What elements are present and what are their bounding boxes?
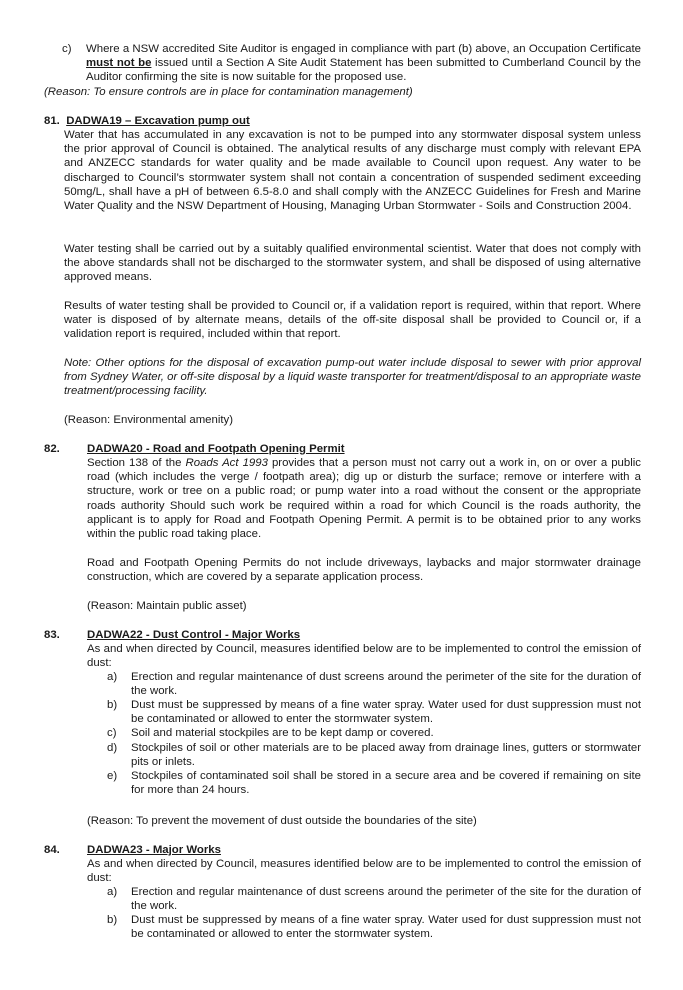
list-item: [107, 769, 641, 797]
section-84-heading: [44, 843, 641, 857]
section-82-title: DADWA20 - Road and Footpath Opening Permit: [87, 443, 345, 455]
section-82-text-post: provides that a person must not carry out a work in, on or over a public road (which includes the verge / footpath area); dig up or disturb the surface; remove or interfere with a structure, work or tree on a public road; or pump water into a road without the consent or the appropriate roads authority Should such work be required within a road for which Council is the roads authority, the applicant is to apply for Road and Footpath Opening Permit. A permit is to be obtained prior to any works within the public road taking place.: [87, 457, 641, 541]
section-81-body: [64, 128, 641, 213]
section-81-paragraph: Water that has accumulated in any excavation is not to be pumped into any stormwater disposal system unless the prior approval of Council is obtained. The analytical results of any discharge must comply with relevant EPA and ANZECC standards for water quality and be made available to Council upon request. Any water to be discharged to Council’s stormwater system shall not contain a concentration of suspended sediment exceeding 50mg/L, shall have a pH of between 6.5-8.0 and shall comply with the ANZECC Guidelines for Fresh and Marine Water Quality and the NSW Department of Housing, Managing Urban Stormwater - Soils and Construction 2004.: [64, 129, 641, 213]
section-83-reason: (Reason: To prevent the movement of dust outside the boundaries of the site): [87, 815, 477, 827]
section-81-paragraph: Water testing shall be carried out by a suitably qualified environmental scientist. Water that does not comply with the above standards shall not be discharged to the stormwater system, and shall be disposed of using alternative approved means.: [64, 243, 641, 284]
list-item: [107, 741, 641, 769]
section-83-heading: [44, 628, 641, 642]
list-label: c): [62, 43, 72, 55]
item-c-emphasis: must not be: [86, 57, 152, 70]
intro-reason-text: (Reason: To ensure controls are in place for contamination management): [44, 86, 413, 98]
item-c-text-post: issued until a Section A Site Audit Statement has been submitted to Cumberland Council by the Auditor confirming the site is now suitable for the proposed use.: [86, 57, 641, 84]
list-label: d): [107, 742, 118, 754]
section-81-paragraph: Results of water testing shall be provided to Council or, if a validation report is required, within that report. Where water is disposed of by alternate means, details of the off-site disposal shall be provided to Council or, if a validation report is required, included within that report.: [64, 300, 641, 341]
intro-item-c: [62, 42, 641, 85]
list-item-text: Dust must be suppressed by means of a fine water spray. Water used for dust suppression must not be contaminated or allowed to enter the stormwater system.: [131, 914, 641, 941]
list-item-text: Stockpiles of contaminated soil shall be stored in a secure area and be covered if remaining on site for more than 24 hours.: [131, 770, 641, 797]
list-item: [107, 698, 641, 726]
list-item-text: Stockpiles of soil or other materials are to be placed away from drainage lines, gutters or stormwater pits or inlets.: [131, 742, 641, 769]
section-81-reason: (Reason: Environmental amenity): [64, 414, 234, 426]
section-81-title: DADWA19 – Excavation pump out: [66, 115, 250, 127]
list-item-text: Erection and regular maintenance of dust screens around the perimeter of the site for the duration of the work.: [131, 671, 641, 698]
list-label: e): [107, 770, 118, 782]
intro-reason: [44, 85, 641, 99]
section-81-number: 81.: [44, 115, 60, 127]
section-82-paragraph: [87, 456, 641, 541]
section-83-title: DADWA22 - Dust Control - Major Works: [87, 629, 301, 641]
section-82-heading: [44, 442, 641, 456]
section-84-number: 84.: [44, 844, 60, 856]
section-82-reason: (Reason: Maintain public asset): [87, 600, 247, 612]
list-label: b): [107, 914, 118, 926]
list-label: b): [107, 699, 118, 711]
list-label: a): [107, 886, 118, 898]
section-81-note: Note: Other options for the disposal of excavation pump-out water include disposal to sewer with prior approval from Sydney Water, or off-site disposal by a liquid waste transporter for treatment/disposal to an appropriate waste treatment/processing facility.: [64, 357, 641, 398]
section-82-number: 82.: [44, 443, 60, 455]
list-item: [107, 885, 641, 913]
section-83-intro: As and when directed by Council, measures identified below are to be implemented to control the emission of dust:: [87, 643, 641, 670]
section-84-title: DADWA23 - Major Works: [87, 844, 221, 856]
item-c-text-pre: Where a NSW accredited Site Auditor is engaged in compliance with part (b) above, an Occupation Certificate: [86, 43, 641, 55]
section-81-heading: [44, 114, 641, 128]
section-82-text-pre: Section 138 of the: [87, 457, 182, 469]
list-label: c): [107, 727, 117, 739]
list-item: [107, 726, 641, 741]
section-82-paragraph: Road and Footpath Opening Permits do not include driveways, laybacks and major stormwater drainage construction, which are covered by a separate application process.: [87, 557, 641, 584]
section-83-number: 83.: [44, 629, 60, 641]
list-item: [107, 670, 641, 698]
section-84-intro: As and when directed by Council, measures identified below are to be implemented to control the emission of dust:: [87, 858, 641, 885]
list-item-text: Soil and material stockpiles are to be kept damp or covered.: [131, 727, 434, 739]
roads-act-reference: Roads Act 1993: [185, 457, 268, 469]
list-item-text: Dust must be suppressed by means of a fine water spray. Water used for dust suppression must not be contaminated or allowed to enter the stormwater system.: [131, 699, 641, 726]
list-label: a): [107, 671, 118, 683]
section-84-list: [107, 885, 641, 941]
list-item-text: Erection and regular maintenance of dust screens around the perimeter of the site for the duration of the work.: [131, 886, 641, 913]
list-item: [107, 913, 641, 941]
section-83-list: [107, 670, 641, 797]
